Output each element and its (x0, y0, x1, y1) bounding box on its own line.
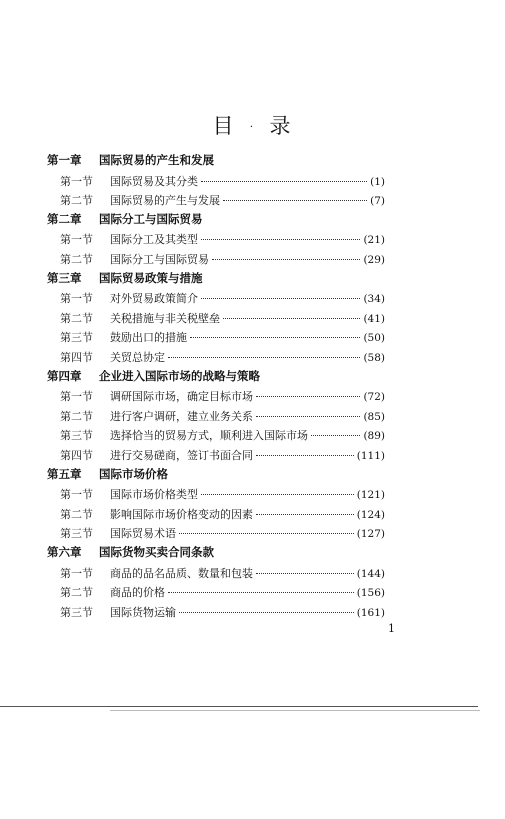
section-number: 第一节 (60, 566, 93, 580)
section-title: 影响国际市场价格变动的因素 (110, 507, 253, 521)
dot-leader (256, 514, 354, 515)
chapter-number: 第四章 (47, 368, 82, 383)
section-title: 商品的价格 (110, 586, 165, 600)
page-reference: (34) (363, 293, 385, 306)
section-number: 第二节 (60, 507, 93, 521)
page-reference: (7) (370, 195, 385, 208)
page-reference: (29) (363, 254, 385, 266)
chapter-number: 第六章 (47, 545, 82, 559)
page-reference: (111) (356, 450, 385, 462)
section-title: 商品的品名品质、数量和包装 (110, 566, 253, 580)
toc-entry[interactable] (60, 447, 385, 463)
section-number: 第一节 (60, 233, 93, 247)
chapter-title: 国际贸易政策与措施 (99, 270, 203, 285)
page-reference: (144) (356, 567, 385, 580)
chapter-heading (47, 544, 214, 560)
page-reference: (21) (363, 234, 385, 247)
page-reference: (161) (356, 606, 385, 619)
dot-leader (311, 435, 360, 436)
toc-title-char-1: 目 (212, 114, 236, 138)
section-number: 第一节 (60, 390, 93, 404)
dot-leader (201, 298, 360, 299)
section-title: 选择恰当的贸易方式，顺利进入国际市场 (110, 429, 308, 443)
toc-entry[interactable] (60, 525, 385, 541)
toc-title-char-2: 录 (269, 114, 293, 138)
section-number: 第二节 (60, 586, 93, 600)
chapter-number: 第五章 (47, 466, 82, 481)
page-reference: (58) (363, 352, 385, 364)
dot-leader (223, 318, 360, 319)
section-number: 第三节 (60, 429, 93, 443)
toc-entry[interactable] (60, 565, 385, 581)
chapter-title: 国际贸易的产生和发展 (99, 153, 214, 167)
dot-leader (168, 592, 354, 593)
toc-entry[interactable] (60, 486, 385, 502)
chapter-heading (47, 368, 260, 384)
section-number: 第一节 (60, 174, 93, 188)
page-reference: (121) (356, 489, 385, 502)
bottom-rule (0, 706, 478, 707)
page-number: 1 (388, 622, 395, 635)
section-number: 第三节 (60, 527, 93, 541)
toc-entry[interactable] (60, 231, 385, 247)
page-reference: (1) (370, 175, 385, 188)
section-number: 第二节 (60, 194, 93, 208)
chapter-heading (47, 152, 214, 168)
page-reference: (89) (363, 430, 385, 443)
page-reference: (127) (356, 528, 385, 541)
chapter-title: 国际分工与国际贸易 (99, 211, 203, 226)
chapter-heading (47, 466, 168, 482)
toc-entry[interactable] (60, 192, 385, 208)
dot-leader (256, 455, 354, 456)
section-title: 国际市场价格类型 (110, 488, 198, 502)
page-reference: (50) (363, 332, 385, 345)
section-title: 国际贸易术语 (110, 527, 176, 541)
section-title: 关贸总协定 (110, 351, 165, 364)
section-number: 第三节 (60, 605, 93, 619)
dot-leader (190, 337, 360, 338)
toc-entry[interactable] (60, 408, 385, 424)
dot-leader (201, 494, 354, 495)
toc-entry[interactable] (60, 388, 385, 404)
page-reference: (85) (363, 410, 385, 423)
chapter-title: 企业进入国际市场的战略与策略 (99, 368, 260, 383)
dot-leader (168, 357, 360, 358)
section-title: 国际分工及其类型 (110, 233, 198, 247)
dot-leader (223, 200, 367, 201)
section-title: 调研国际市场，确定目标市场 (110, 390, 253, 404)
page-reference: (156) (356, 587, 385, 600)
chapter-title: 国际市场价格 (99, 466, 168, 481)
section-title: 国际贸易的产生与发展 (110, 194, 220, 208)
section-number: 第一节 (60, 488, 93, 502)
section-title: 关税措施与非关税壁垒 (110, 311, 220, 325)
page-reference: (41) (363, 312, 385, 325)
section-title: 国际货物运输 (110, 605, 176, 619)
toc-entry[interactable] (60, 310, 385, 326)
section-number: 第四节 (60, 351, 93, 364)
section-title: 对外贸易政策简介 (110, 292, 198, 306)
toc-entry[interactable] (60, 584, 385, 600)
toc-entry[interactable] (60, 329, 385, 345)
chapter-number: 第三章 (47, 270, 82, 285)
section-number: 第二节 (60, 253, 93, 266)
toc-entry[interactable] (60, 506, 385, 522)
chapter-title: 国际货物买卖合同条款 (99, 545, 214, 559)
dot-leader (179, 612, 354, 613)
section-title: 国际分工与国际贸易 (110, 253, 209, 266)
section-title: 进行客户调研，建立业务关系 (110, 409, 253, 423)
toc-entry[interactable] (60, 604, 385, 620)
chapter-heading (47, 270, 203, 286)
toc-entry[interactable] (60, 427, 385, 443)
page-reference: (124) (356, 508, 385, 521)
section-title: 鼓励出口的措施 (110, 331, 187, 345)
toc-entry[interactable] (60, 251, 385, 267)
section-number: 第一节 (60, 292, 93, 306)
dot-leader (212, 259, 360, 260)
dot-leader (256, 396, 360, 397)
toc-entry[interactable] (60, 173, 385, 189)
toc-entry[interactable] (60, 349, 385, 365)
bottom-rule-faint (110, 710, 480, 711)
dot-leader (179, 533, 354, 534)
chapter-heading (47, 211, 203, 227)
section-number: 第四节 (60, 449, 93, 462)
dot-leader (256, 573, 354, 574)
section-number: 第二节 (60, 409, 93, 423)
section-number: 第三节 (60, 331, 93, 345)
page-reference: (72) (363, 391, 385, 404)
toc-title-dot: · (249, 122, 256, 133)
dot-leader (201, 181, 367, 182)
dot-leader (201, 239, 360, 240)
section-title: 国际贸易及其分类 (110, 174, 198, 188)
dot-leader (256, 416, 360, 417)
toc-title (0, 110, 505, 140)
toc-entry[interactable] (60, 290, 385, 306)
chapter-number: 第二章 (47, 211, 82, 226)
chapter-number: 第一章 (47, 153, 82, 167)
section-title: 进行交易磋商，签订书面合同 (110, 449, 253, 462)
section-number: 第二节 (60, 311, 93, 325)
